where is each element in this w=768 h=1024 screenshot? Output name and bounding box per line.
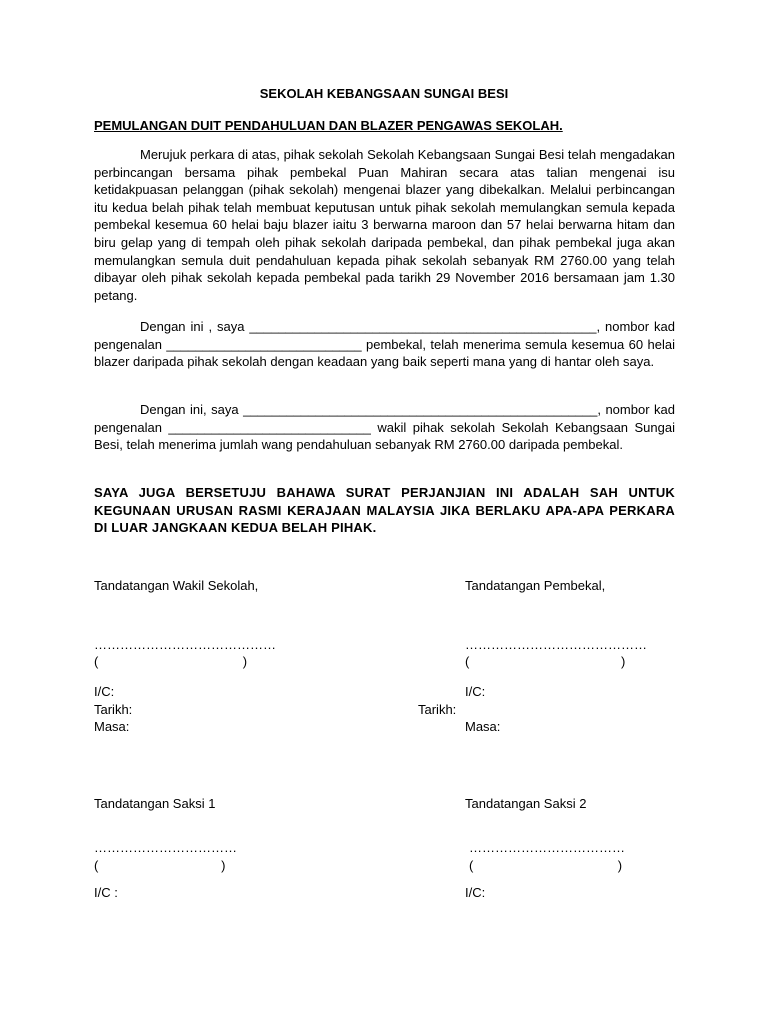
paragraph-background-text: Merujuk perkara di atas, pihak sekolah Sekolah Kebangsaan Sungai Besi telah mengadakan perbincangan bersama pihak pembekal Puan Mahiran secara atas talian mengenai isu ketidakpuasan pelanggan (pihak sekolah) mengenai blazer yang dibekalkan. Melalui perbincangan itu kedua belah pihak telah membuat keputusan untuk pihak sekolah memulangkan semula kepada pembekal kesemua 60 helai baju blazer iaitu 3 berwarna maroon dan 57 helai berwarna hitam dan biru gelap yang di tempah oleh pihak sekolah daripada pembekal, dan pihak pembekal juga akan memulangkan semula duit pendahuluan kepada pihak sekolah sebanyak RM 2760.00 yang telah dibayar oleh pihak sekolah kepada pembekal pada tarikh 29 November 2016 bersamaan jam 1.30 petang.	[94, 147, 675, 303]
school-name-heading: SEKOLAH KEBANGSAAN SUNGAI BESI	[259, 86, 509, 101]
paragraph-background	[94, 146, 675, 304]
agreement-statement: SAYA JUGA BERSETUJU BAHAWA SURAT PERJANJIAN INI ADALAH SAH UNTUK KEGUNAAN URUSAN RASMI KERAJAAN MALAYSIA JIKA BERLAKU APA-APA PERKARA DI LUAR JANGKAAN KEDUA BELAH PIHAK.	[94, 485, 675, 536]
supplier-ic-label: I/C:	[465, 684, 486, 699]
supplier-signature-label: Tandatangan Pembekal,	[465, 578, 606, 593]
witness1-signature-label: Tandatangan Saksi 1	[94, 796, 216, 811]
paragraph-school-declaration-text: Dengan ini, saya _________________________________________________, nombor kad pengenalan ____________________________ wakil pihak sekolah Sekolah Kebangsaan Sungai Besi, telah menerima jumlah wang pendahuluan sebanyak RM 2760.00 daripada pembekal.	[94, 402, 675, 453]
paragraph-supplier-declaration-text: Dengan ini , saya ________________________________________________, nombor kad pengenalan ___________________________ pembekal, telah menerima semula kesemua 60 helai blazer daripada pihak sekolah dengan keadaan yang baik seperti mana yang di hantar oleh saya.	[94, 319, 675, 370]
witness1-name-brackets: ( )	[94, 858, 226, 873]
letter-subject-heading: PEMULANGAN DUIT PENDAHULUAN DAN BLAZER PENGAWAS SEKOLAH.	[94, 118, 563, 133]
witness1-signature-line: ……………………………	[94, 840, 237, 855]
supplier-date-label: Tarikh:	[418, 702, 457, 717]
school-rep-date-label: Tarikh:	[94, 702, 133, 717]
witness1-ic-label: I/C :	[94, 885, 118, 900]
supplier-time-label: Masa:	[465, 719, 501, 734]
school-rep-time-label: Masa:	[94, 719, 130, 734]
witness2-signature-label: Tandatangan Saksi 2	[465, 796, 587, 811]
school-rep-signature-label: Tandatangan Wakil Sekolah,	[94, 578, 259, 593]
school-rep-name-brackets: ( )	[94, 654, 248, 669]
paragraph-school-declaration	[94, 401, 675, 454]
witness2-ic-label: I/C:	[465, 885, 486, 900]
supplier-name-brackets: ( )	[465, 654, 626, 669]
witness2-signature-line: ………………………………	[469, 840, 625, 855]
witness2-name-brackets: ( )	[469, 858, 623, 873]
supplier-signature-line: ……………………………………	[465, 637, 647, 652]
school-rep-signature-line: ……………………………………	[94, 637, 276, 652]
school-rep-ic-label: I/C:	[94, 684, 115, 699]
paragraph-supplier-declaration	[94, 318, 675, 371]
